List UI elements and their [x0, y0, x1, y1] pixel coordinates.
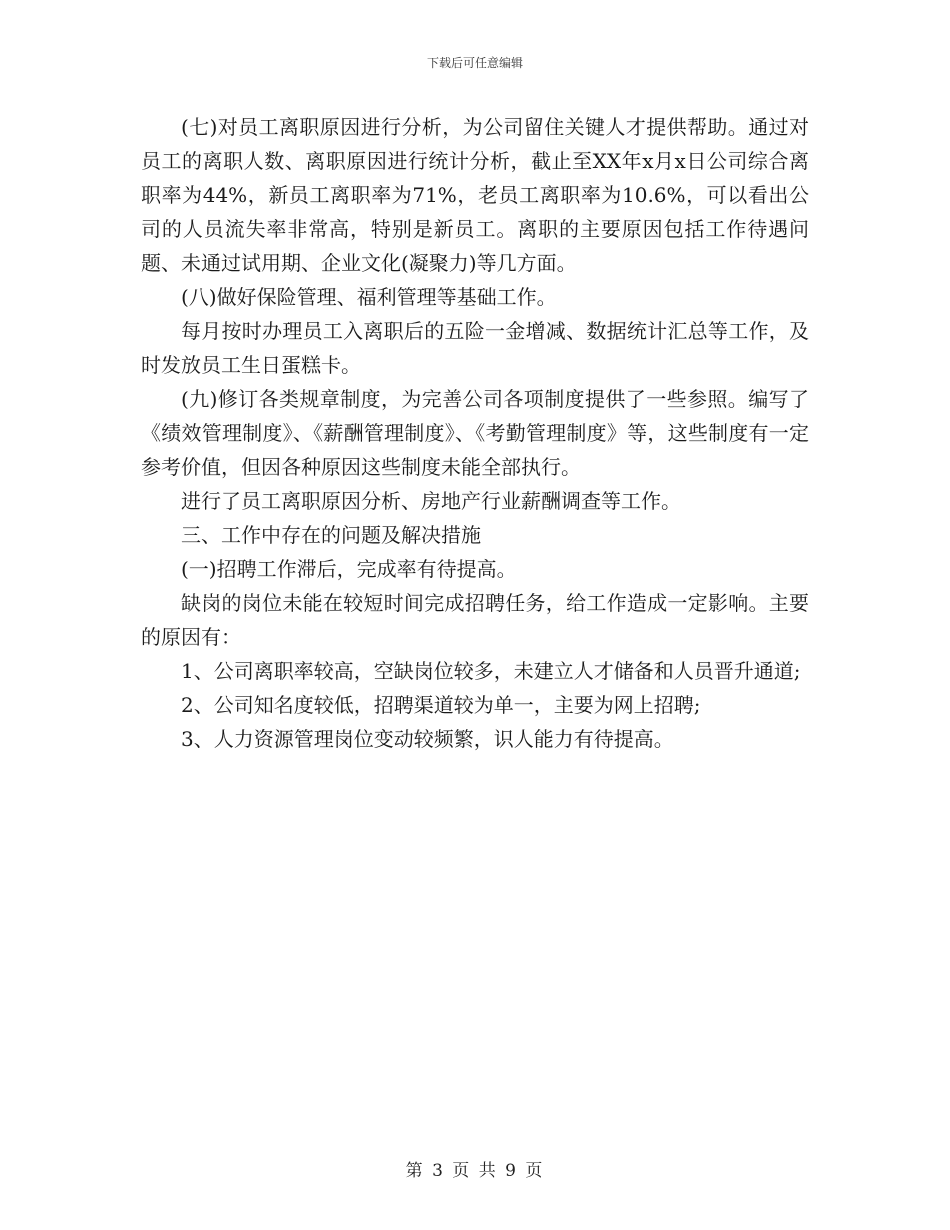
- paragraph-recruitment-reasons: 缺岗的岗位未能在较短时间完成招聘任务，给工作造成一定影响。主要的原因有：: [141, 591, 809, 649]
- paragraph-9-regulations: (九)修订各类规章制度，为完善公司各项制度提供了一些参照。编写了《绩效管理制度》、《薪酬管理制度》、《考勤管理制度》等，这些制度有一定参考价值，但因各种原因这些制度未能全部执行。: [141, 387, 809, 479]
- list-item-1: 1、公司离职率较高，空缺岗位较多，未建立人才储备和人员晋升通道;: [181, 659, 801, 683]
- paragraph-7-turnover-analysis: (七)对员工离职原因进行分析，为公司留住关键人才提供帮助。通过对员工的离职人数、离职原因进行统计分析，截止至XX年x月x日公司综合离职率为44%，新员工离职率为71%，老员工离职率为10.6%，可以看出公司的人员流失率非常高，特别是新员工。离职的主要原因包括工作待遇问题、未通过试用期、企业文化(凝聚力)等几方面。: [141, 115, 809, 275]
- paragraph-salary-survey: 进行了员工离职原因分析、房地产行业薪酬调查等工作。: [181, 489, 681, 513]
- paragraph-insurance-detail: 每月按时办理员工入离职后的五险一金增减、数据统计汇总等工作，及时发放员工生日蛋糕卡。: [141, 319, 809, 377]
- subsection-1-recruitment: (一)招聘工作滞后，完成率有待提高。: [181, 557, 517, 581]
- page-header-note: 下载后可任意编辑: [426, 56, 523, 70]
- document-body: [141, 110, 809, 756]
- list-item-3: 3、人力资源管理岗位变动较频繁，识人能力有待提高。: [181, 727, 674, 751]
- section-3-heading: 三、工作中存在的问题及解决措施: [181, 523, 481, 547]
- list-item-2: 2、公司知名度较低，招聘渠道较为单一，主要为网上招聘;: [181, 693, 701, 717]
- paragraph-8-insurance-heading: (八)做好保险管理、福利管理等基础工作。: [181, 285, 557, 309]
- page-number: 第 3 页 共 9 页: [405, 1161, 545, 1181]
